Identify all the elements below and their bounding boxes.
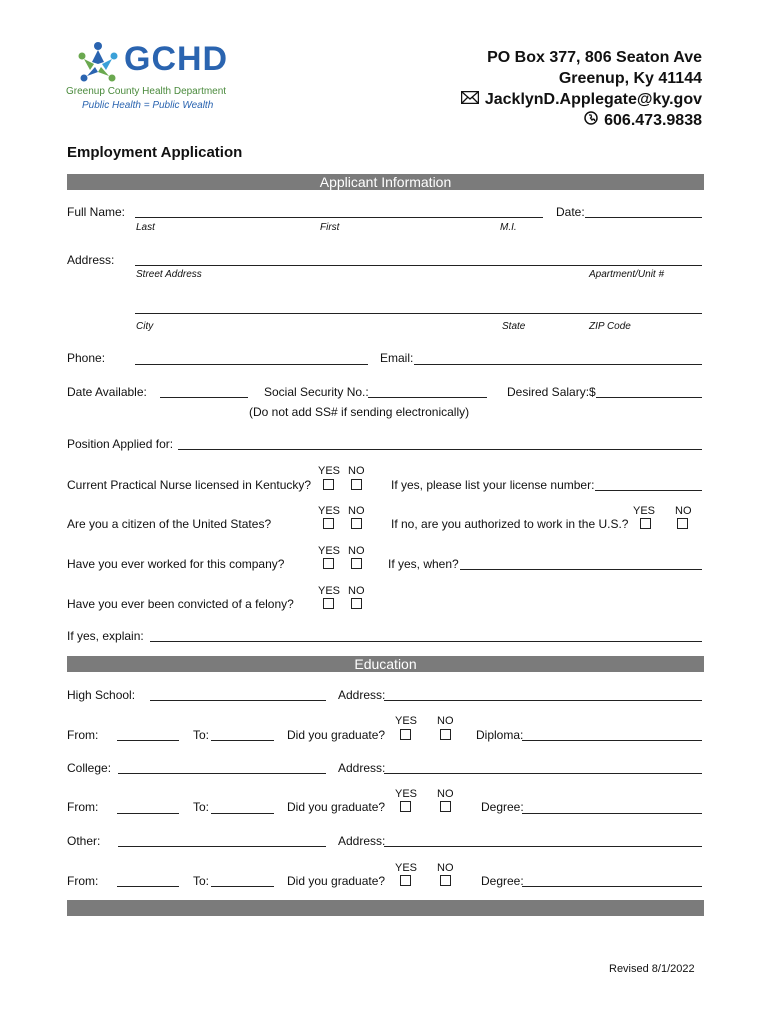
email-label: Email: (380, 351, 414, 365)
middle-initial-caption: M.I. (500, 222, 517, 233)
ssn-field[interactable] (368, 397, 487, 398)
worked-question: Have you ever worked for this company? (67, 557, 285, 571)
authorized-no-label: NO (675, 505, 692, 517)
diploma-field[interactable] (522, 740, 702, 741)
college-grad-no-label: NO (437, 788, 454, 800)
hs-to-field[interactable] (211, 740, 274, 741)
hs-grad-yes-checkbox[interactable] (400, 729, 411, 740)
citizen-no-label: NO (348, 505, 365, 517)
position-label: Position Applied for: (67, 437, 174, 451)
other-address-label: Address: (338, 834, 386, 848)
other-grad-no-label: NO (437, 862, 454, 874)
diploma-label: Diploma: (476, 728, 524, 742)
desired-salary-label: Desired Salary:$ (507, 385, 596, 399)
explain-label: If yes, explain: (67, 629, 144, 643)
license-label: If yes, please list your license number: (391, 478, 595, 492)
other-from-field[interactable] (117, 886, 179, 887)
college-graduate-label: Did you graduate? (287, 800, 386, 814)
other-degree-label: Degree: (481, 874, 524, 888)
college-to-field[interactable] (211, 813, 274, 814)
ssn-note: (Do not add SS# if sending electronically) (249, 405, 470, 419)
other-to-field[interactable] (211, 886, 274, 887)
zip-caption: ZIP Code (589, 321, 631, 332)
nurse-yes-checkbox[interactable] (323, 479, 334, 490)
authorized-yes-checkbox[interactable] (640, 518, 651, 529)
citizen-yes-label: YES (318, 505, 341, 517)
envelope-icon (461, 89, 479, 110)
college-degree-field[interactable] (522, 813, 702, 814)
citizen-yes-checkbox[interactable] (323, 518, 334, 529)
college-from-field[interactable] (117, 813, 179, 814)
other-grad-yes-checkbox[interactable] (400, 875, 411, 886)
address-label: Address: (67, 253, 115, 267)
high-school-field[interactable] (150, 700, 326, 701)
college-grad-yes-label: YES (395, 788, 418, 800)
high-school-address-field[interactable] (384, 700, 702, 701)
section-bar-bottom (67, 900, 704, 916)
address-line-2: Greenup, Ky 41144 (558, 70, 702, 87)
worked-when-field[interactable] (460, 569, 702, 570)
felony-yes-label: YES (318, 585, 341, 597)
authorized-no-checkbox[interactable] (677, 518, 688, 529)
worked-yes-label: YES (318, 545, 341, 557)
nurse-no-label: NO (348, 465, 365, 477)
last-name-caption: Last (136, 222, 155, 233)
felony-no-checkbox[interactable] (351, 598, 362, 609)
hs-to-label: To: (193, 728, 210, 742)
phone-icon (584, 110, 598, 131)
license-field[interactable] (595, 490, 702, 491)
logo-tagline: Public Health = Public Wealth (82, 100, 214, 111)
phone-text: 606.473.9838 (604, 112, 702, 129)
hs-grad-yes-label: YES (395, 715, 418, 727)
citizen-no-checkbox[interactable] (351, 518, 362, 529)
other-from-label: From: (67, 874, 99, 888)
citizen-question: Are you a citizen of the United States? (67, 517, 272, 531)
date-field[interactable] (585, 217, 702, 218)
contact-block (461, 47, 702, 131)
phone-line (461, 110, 702, 131)
other-address-field[interactable] (384, 846, 702, 847)
authorized-yes-label: YES (633, 505, 656, 517)
other-degree-field[interactable] (522, 886, 702, 887)
phone-label: Phone: (67, 351, 106, 365)
worked-yes-checkbox[interactable] (323, 558, 334, 569)
hs-grad-no-checkbox[interactable] (440, 729, 451, 740)
street-address-field[interactable] (135, 265, 702, 266)
ssn-label: Social Security No.: (264, 385, 369, 399)
worked-no-label: NO (348, 545, 365, 557)
other-label: Other: (67, 834, 101, 848)
city-state-zip-field[interactable] (135, 313, 702, 314)
section-bar-applicant: Applicant Information (67, 174, 704, 190)
hs-grad-no-label: NO (437, 715, 454, 727)
apartment-caption: Apartment/Unit # (589, 269, 665, 280)
full-name-label: Full Name: (67, 205, 126, 219)
explain-field[interactable] (150, 641, 702, 642)
worked-when-label: If yes, when? (388, 557, 459, 571)
other-to-label: To: (193, 874, 210, 888)
email-line (461, 89, 702, 110)
form-title: Employment Application (67, 144, 243, 161)
college-field[interactable] (118, 773, 326, 774)
high-school-label: High School: (67, 688, 136, 702)
logo-text: GCHD (124, 40, 229, 78)
state-caption: State (502, 321, 526, 332)
college-address-label: Address: (338, 761, 386, 775)
college-degree-label: Degree: (481, 800, 524, 814)
hs-graduate-label: Did you graduate? (287, 728, 386, 742)
felony-no-label: NO (348, 585, 365, 597)
other-graduate-label: Did you graduate? (287, 874, 386, 888)
nurse-yes-label: YES (318, 465, 341, 477)
address-line-1: PO Box 377, 806 Seaton Ave (487, 49, 702, 66)
college-address-field[interactable] (384, 773, 702, 774)
email-field[interactable] (414, 364, 702, 365)
date-available-label: Date Available: (67, 385, 147, 399)
nurse-no-checkbox[interactable] (351, 479, 362, 490)
date-available-field[interactable] (160, 397, 248, 398)
worked-no-checkbox[interactable] (351, 558, 362, 569)
first-name-caption: First (320, 222, 340, 233)
phone-field[interactable] (135, 364, 368, 365)
gchd-logo (66, 38, 246, 118)
revised-date: Revised 8/1/2022 (609, 963, 695, 975)
felony-yes-checkbox[interactable] (323, 598, 334, 609)
high-school-address-label: Address: (338, 688, 386, 702)
college-label: College: (67, 761, 112, 775)
college-from-label: From: (67, 800, 99, 814)
desired-salary-field[interactable] (596, 397, 702, 398)
hs-from-field[interactable] (117, 740, 179, 741)
college-grad-no-checkbox[interactable] (440, 801, 451, 812)
city-caption: City (136, 321, 154, 332)
section-bar-education: Education (67, 656, 704, 672)
nurse-question: Current Practical Nurse licensed in Kentucky? (67, 478, 312, 492)
authorized-question: If no, are you authorized to work in the U.S.? (391, 517, 629, 531)
position-field[interactable] (178, 449, 702, 450)
felony-question: Have you ever been convicted of a felony? (67, 597, 294, 611)
hs-from-label: From: (67, 728, 99, 742)
college-to-label: To: (193, 800, 210, 814)
other-grad-yes-label: YES (395, 862, 418, 874)
other-grad-no-checkbox[interactable] (440, 875, 451, 886)
college-grad-yes-checkbox[interactable] (400, 801, 411, 812)
street-address-caption: Street Address (136, 269, 202, 280)
logo-subtitle: Greenup County Health Department (66, 86, 227, 97)
other-field[interactable] (118, 846, 326, 847)
email-text: JacklynD.Applegate@ky.gov (484, 91, 702, 108)
logo-emblem-icon (74, 40, 122, 86)
date-label: Date: (556, 205, 585, 219)
full-name-field[interactable] (135, 217, 543, 218)
